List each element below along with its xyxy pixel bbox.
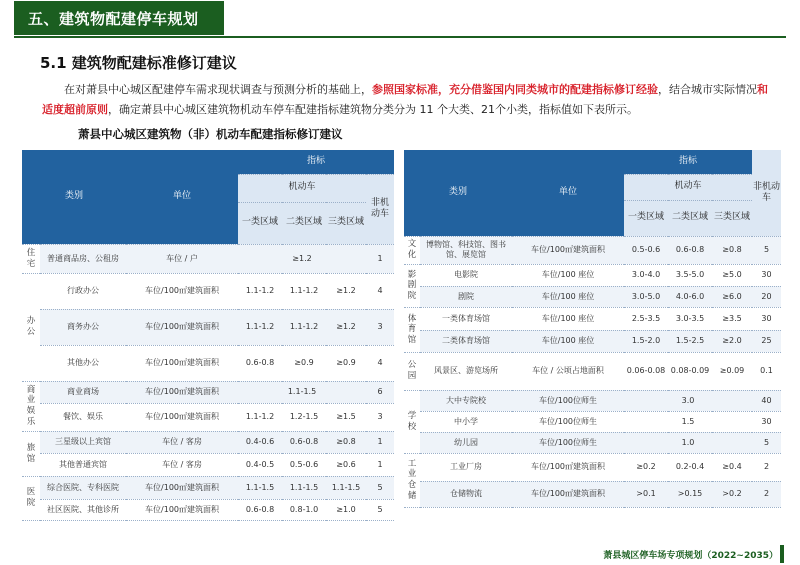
category-cell: 学校 (404, 390, 420, 453)
zone3-value: ≥0.9 (326, 345, 366, 381)
intro-text-1: 在对萧县中心城区配建停车需求现状调查与预测分析的基础上， (64, 83, 372, 96)
zone2-value: 1.5-2.5 (668, 330, 712, 352)
subcategory-cell: 餐饮、娱乐 (40, 403, 126, 431)
non-motor-value: 1 (366, 453, 394, 476)
zone3-value: ≥0.8 (326, 431, 366, 453)
non-motor-value: 4 (366, 273, 394, 309)
subcategory-cell: 工业厂房 (420, 453, 512, 481)
subcategory-cell: 其他办公 (40, 345, 126, 381)
unit-cell: 车位/100㎡建筑面积 (126, 499, 238, 520)
header-category: 类别 (22, 150, 126, 244)
table-row (404, 286, 781, 307)
header-zone-1: 一类区域 (624, 200, 668, 236)
table-row (404, 330, 781, 352)
motor-value-merged: 1.5 (624, 411, 752, 432)
zone2-value: 0.2-0.4 (668, 453, 712, 481)
subcategory-cell: 一类体育场馆 (420, 307, 512, 330)
zone3-value: ≥1.0 (326, 499, 366, 520)
non-motor-value: 1 (366, 244, 394, 273)
non-motor-value: 5 (366, 499, 394, 520)
header-indicator: 指标 (624, 150, 752, 174)
section-divider (14, 36, 786, 38)
subcategory-cell: 普通商品房、公租房 (40, 244, 126, 273)
table-row (404, 481, 781, 507)
header-non-motor: 非机动车 (366, 174, 394, 244)
non-motor-value: 30 (752, 264, 781, 286)
motor-value-merged: 3.0 (624, 390, 752, 411)
header-indicator: 指标 (238, 150, 394, 174)
category-cell: 旅馆 (22, 431, 40, 476)
non-motor-value: 5 (366, 476, 394, 499)
zone1-value: 1.1-1.2 (238, 309, 282, 345)
category-cell: 文化 (404, 236, 420, 264)
zone1-value: 1.5-2.0 (624, 330, 668, 352)
subcategory-cell: 博物馆、科技馆、图书馆、展览馆 (420, 236, 512, 264)
section-title: 五、建筑物配建停车规划 (14, 1, 224, 35)
zone1-value: ≥0.2 (624, 453, 668, 481)
subcategory-cell: 综合医院、专科医院 (40, 476, 126, 499)
category-cell: 公园 (404, 352, 420, 390)
subcategory-cell: 仓储物流 (420, 481, 512, 507)
header-unit: 单位 (126, 150, 238, 244)
non-motor-value: 4 (366, 345, 394, 381)
unit-cell: 车位/100㎡建筑面积 (512, 453, 624, 481)
subcategory-cell: 大中专院校 (420, 390, 512, 411)
table-row (404, 236, 781, 264)
motor-value-merged: 1.0 (624, 432, 752, 453)
zone1-value: 1.1-1.5 (238, 476, 282, 499)
zone2-value: 1.1-1.2 (282, 273, 326, 309)
header-zone-2: 二类区域 (668, 200, 712, 236)
zone1-value: 0.4-0.5 (238, 453, 282, 476)
left-table-body (22, 244, 394, 520)
header-category: 类别 (404, 150, 512, 236)
table-row (22, 273, 394, 309)
unit-cell: 车位/100 座位 (512, 264, 624, 286)
intro-highlight-1: 参照国家标准，充分借鉴国内同类城市的配建指标修订经验 (372, 83, 658, 96)
zone1-value: 0.6-0.8 (238, 499, 282, 520)
subcategory-cell: 幼儿园 (420, 432, 512, 453)
zone1-value: 3.0-5.0 (624, 286, 668, 307)
subcategory-cell: 剧院 (420, 286, 512, 307)
intro-text-3: ，确定萧县中心城区建筑物机动车停车配建指标建筑物分类分为 11 个大类、21个小类，指标值如下表所示。 (108, 103, 638, 116)
zone1-value: 3.0-4.0 (624, 264, 668, 286)
zone1-value: 1.1-1.2 (238, 273, 282, 309)
zone2-value: 3.5-5.0 (668, 264, 712, 286)
subcategory-cell: 商务办公 (40, 309, 126, 345)
table-row (22, 244, 394, 273)
unit-cell: 车位 / 公顷占地面积 (512, 352, 624, 390)
subcategory-cell: 行政办公 (40, 273, 126, 309)
zone2-value: 0.6-0.8 (282, 431, 326, 453)
zone2-value: 0.6-0.8 (668, 236, 712, 264)
zone2-value: 1.1-1.2 (282, 309, 326, 345)
zone1-value: 2.5-3.5 (624, 307, 668, 330)
unit-cell: 车位/100㎡建筑面积 (126, 476, 238, 499)
non-motor-value: 5 (752, 236, 781, 264)
table-row (404, 411, 781, 432)
header-motor-vehicle: 机动车 (624, 174, 752, 200)
zone3-value: ≥1.2 (326, 309, 366, 345)
subcategory-cell: 社区医院、其他诊所 (40, 499, 126, 520)
zone1-value: 0.5-0.6 (624, 236, 668, 264)
zone2-value: 0.5-0.6 (282, 453, 326, 476)
zone3-value: ≥1.2 (326, 273, 366, 309)
table-caption: 萧县中心城区建筑物（非）机动车配建指标修订建议 (78, 127, 343, 141)
zone3-value: ≥2.0 (712, 330, 752, 352)
table-row (22, 453, 394, 476)
non-motor-value: 2 (752, 481, 781, 507)
zone3-value: ≥6.0 (712, 286, 752, 307)
zone1-value: >0.1 (624, 481, 668, 507)
table-row (22, 431, 394, 453)
zone3-value: ≥0.4 (712, 453, 752, 481)
non-motor-value: 3 (366, 309, 394, 345)
table-row (404, 352, 781, 390)
zone3-value: ≥0.6 (326, 453, 366, 476)
category-cell: 医院 (22, 476, 40, 520)
zone3-value: ≥5.0 (712, 264, 752, 286)
motor-value-merged: ≥1.2 (238, 244, 366, 273)
zone2-value: 1.2-1.5 (282, 403, 326, 431)
subsection-title: 5.1 建筑物配建标准修订建议 (40, 54, 237, 72)
table-row (404, 432, 781, 453)
non-motor-value: 0.1 (752, 352, 781, 390)
unit-cell: 车位 / 户 (126, 244, 238, 273)
unit-cell: 车位/100㎡建筑面积 (126, 309, 238, 345)
table-row (22, 403, 394, 431)
unit-cell: 车位/100位师生 (512, 411, 624, 432)
category-cell: 商业娱乐 (22, 381, 40, 431)
intro-text-2: ，结合城市实际情况 (658, 83, 757, 96)
table-row (404, 264, 781, 286)
zone2-value: 0.08-0.09 (668, 352, 712, 390)
unit-cell: 车位/100㎡建筑面积 (512, 481, 624, 507)
non-motor-value: 30 (752, 307, 781, 330)
non-motor-value: 5 (752, 432, 781, 453)
intro-highlight-2: 和适度超前原则 (42, 83, 768, 116)
unit-cell: 车位/100㎡建筑面积 (512, 236, 624, 264)
non-motor-value: 25 (752, 330, 781, 352)
unit-cell: 车位 / 客房 (126, 453, 238, 476)
unit-cell: 车位/100㎡建筑面积 (126, 273, 238, 309)
table-row (404, 390, 781, 411)
right-standards-table (404, 150, 781, 508)
footer-accent-bar (780, 545, 784, 563)
non-motor-value: 6 (366, 381, 394, 403)
table-row (22, 476, 394, 499)
table-row (22, 381, 394, 403)
header-zone-3: 三类区域 (326, 202, 366, 244)
header-unit: 单位 (512, 150, 624, 236)
left-standards-table (22, 150, 394, 521)
table-row (22, 345, 394, 381)
unit-cell: 车位/100㎡建筑面积 (126, 403, 238, 431)
intro-paragraph (42, 80, 772, 120)
right-table-body (404, 236, 781, 507)
zone2-value: ≥0.9 (282, 345, 326, 381)
footer-title: 萧县城区停车场专项规划（2022~2035） (603, 551, 778, 561)
unit-cell: 车位/100 座位 (512, 286, 624, 307)
table-row (22, 499, 394, 520)
category-cell: 体育馆 (404, 307, 420, 352)
table-row (404, 307, 781, 330)
subcategory-cell: 中小学 (420, 411, 512, 432)
zone3-value: ≥1.5 (326, 403, 366, 431)
unit-cell: 车位/100位师生 (512, 390, 624, 411)
category-cell: 住宅 (22, 244, 40, 273)
category-cell: 影剧院 (404, 264, 420, 307)
zone3-value: ≥3.5 (712, 307, 752, 330)
zone2-value: 3.0-3.5 (668, 307, 712, 330)
non-motor-value: 40 (752, 390, 781, 411)
header-zone-2: 二类区域 (282, 202, 326, 244)
non-motor-value: 20 (752, 286, 781, 307)
header-zone-3: 三类区域 (712, 200, 752, 236)
category-cell: 办公 (22, 273, 40, 381)
unit-cell: 车位/100位师生 (512, 432, 624, 453)
subcategory-cell: 风景区、游览场所 (420, 352, 512, 390)
zone2-value: 1.1-1.5 (282, 476, 326, 499)
zone2-value: >0.15 (668, 481, 712, 507)
zone1-value: 0.4-0.6 (238, 431, 282, 453)
zone3-value: ≥0.8 (712, 236, 752, 264)
category-cell: 工业仓储 (404, 453, 420, 507)
subcategory-cell: 三星级以上宾馆 (40, 431, 126, 453)
zone2-value: 0.8-1.0 (282, 499, 326, 520)
zone1-value: 1.1-1.2 (238, 403, 282, 431)
zone2-value: 4.0-6.0 (668, 286, 712, 307)
non-motor-value: 30 (752, 411, 781, 432)
zone3-value: 1.1-1.5 (326, 476, 366, 499)
subcategory-cell: 二类体育场馆 (420, 330, 512, 352)
subcategory-cell: 商业商场 (40, 381, 126, 403)
unit-cell: 车位/100 座位 (512, 307, 624, 330)
zone3-value: ≥0.09 (712, 352, 752, 390)
non-motor-value: 2 (752, 453, 781, 481)
zone3-value: >0.2 (712, 481, 752, 507)
unit-cell: 车位 / 客房 (126, 431, 238, 453)
subcategory-cell: 电影院 (420, 264, 512, 286)
table-row (22, 309, 394, 345)
table-row (404, 453, 781, 481)
non-motor-value: 3 (366, 403, 394, 431)
motor-value-merged: 1.1-1.5 (238, 381, 366, 403)
unit-cell: 车位/100㎡建筑面积 (126, 345, 238, 381)
unit-cell: 车位/100 座位 (512, 330, 624, 352)
header-motor-vehicle: 机动车 (238, 174, 366, 202)
unit-cell: 车位/100㎡建筑面积 (126, 381, 238, 403)
header-zone-1: 一类区域 (238, 202, 282, 244)
header-non-motor: 非机动车 (752, 150, 781, 236)
zone1-value: 0.06-0.08 (624, 352, 668, 390)
zone1-value: 0.6-0.8 (238, 345, 282, 381)
subcategory-cell: 其他普通宾馆 (40, 453, 126, 476)
non-motor-value: 1 (366, 431, 394, 453)
